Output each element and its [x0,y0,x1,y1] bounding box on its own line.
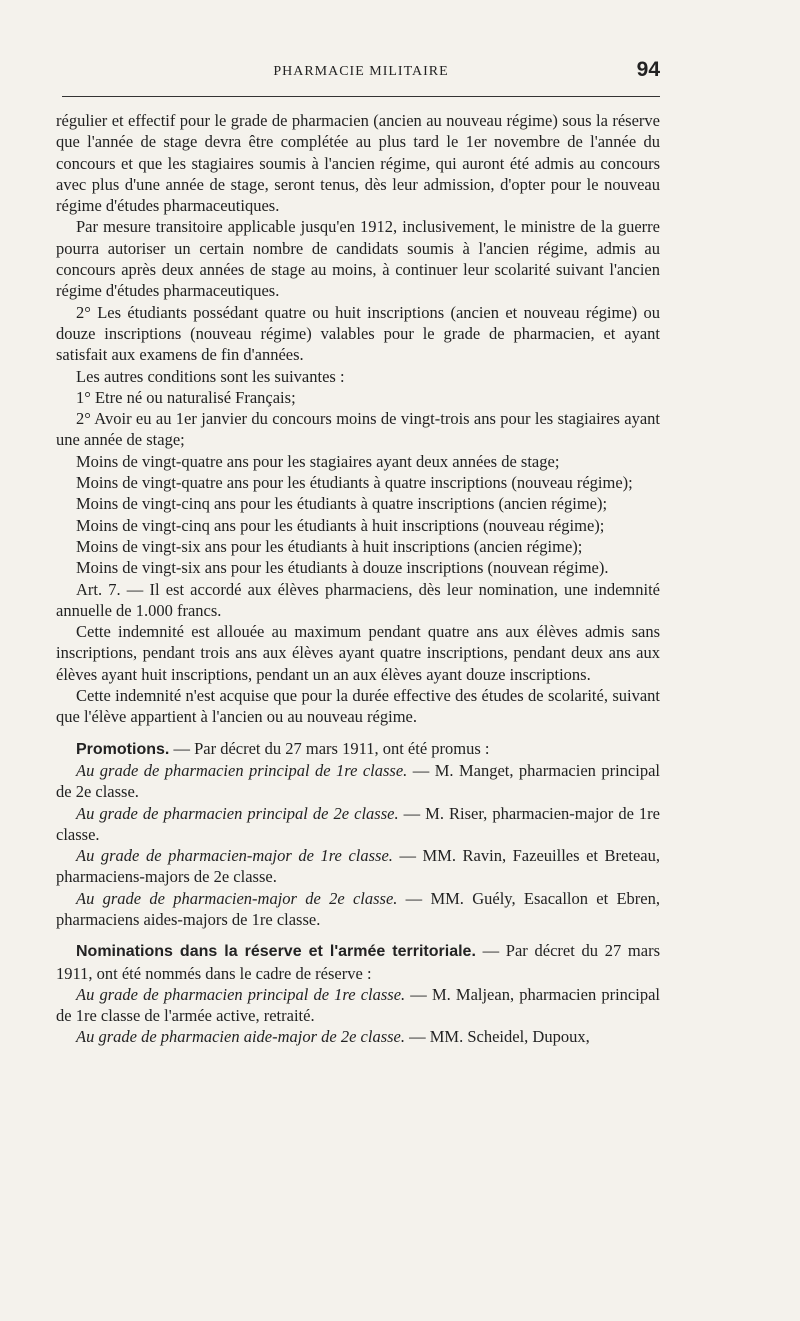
nomination-grade: Au grade de pharmacien principal de 1re classe. [76,984,406,1004]
promotion-names: — MM. Ravin, Fazeuilles et Breteau, pharmaciens-majors de 2e classe. [56,846,660,887]
nomination-grade: Au grade de pharmacien aide-major de 2e classe. [76,1027,406,1047]
promotions-intro [56,738,660,760]
nomination-names: — MM. Scheidel, Dupoux, [405,1027,590,1047]
running-title: PHARMACIE MILITAIRE [273,64,449,79]
promotion-entry [56,888,660,931]
paragraph: 2° Les étudiants possédant quatre ou huit inscriptions (ancien et nouveau régime) ou douze inscriptions (nouveau régime) valables pour le grade de pharmacien, et ayant satisfait aux examens de fin d'années. [56,302,660,365]
nomination-entry [56,984,660,1027]
paragraph: 1° Etre né ou naturalisé Français; [76,387,296,407]
promotions-heading: Promotions. [76,740,170,758]
paragraph: Moins de vingt-six ans pour les étudiants à huit inscriptions (ancien régime); [76,536,583,556]
promotion-names: — M. Riser, pharmacien-major de 1re classe. [56,803,661,844]
page-number: 94 [636,58,660,81]
promotions-intro-text: — Par décret du 27 mars 1911, ont été promus : [169,738,490,758]
promotion-entry [56,760,660,803]
paragraph: régulier et effectif pour le grade de pharmacien (ancien au nouveau régime) sous la réserve que l'année de stage devra être complétée au plus tard le 1er novembre de l'année du concours et que les stagiaires soumis à l'ancien régime, qui auront été admis au concours avec plus d'une année de stage, seront tenus, dès leur admission, d'opter pour le nouveau régime d'études pharmaceutiques. [56,111,660,216]
paragraph: Moins de vingt-cinq ans pour les étudiants à quatre inscriptions (ancien régime); [76,494,608,514]
nominations-heading: Nominations dans la réserve et l'armée territoriale. [76,943,476,961]
promotion-entry [56,803,660,846]
paragraph: Moins de vingt-quatre ans pour les stagiaires ayant deux années de stage; [76,451,560,471]
promotion-entry [56,845,660,888]
promotion-grade: Au grade de pharmacien principal de 2e classe. [76,803,399,823]
paragraph: Cette indemnité n'est acquise que pour la durée effective des études de scolarité, suivant que l'élève appartient à l'ancien ou au nouveau régime. [56,686,660,727]
nominations-intro-text: — Par décret du 27 mars 1911, ont été nommés dans le cadre de réserve : [56,941,660,983]
promotion-grade: Au grade de pharmacien-major de 2e classe. [76,888,398,908]
promotion-names: — M. Manget, pharmacien principal de 2e classe. [56,760,660,802]
paragraph: 2° Avoir eu au 1er janvier du concours moins de vingt-trois ans pour les stagiaires ayant une année de stage; [56,409,660,450]
header-rule [62,96,660,97]
paragraph: Moins de vingt-six ans pour les étudiants à douze inscriptions (nouvean régime). [76,558,609,578]
nominations-intro [56,940,660,984]
paragraph: Moins de vingt-quatre ans pour les étudiants à quatre inscriptions (nouveau régime); [76,473,633,493]
nomination-entry [56,1026,660,1047]
promotion-grade: Au grade de pharmacien principal de 1re classe. [76,760,408,780]
paragraph: Cette indemnité est allouée au maximum pendant quatre ans aux élèves admis sans inscriptions, pendant trois ans aux élèves ayant quatre inscriptions, pendant deux ans aux élèves ayant huit inscriptions, pendant un an aux élèves ayant douze inscriptions. [56,622,660,684]
promotion-names: — MM. Guély, Esacallon et Ebren, pharmaciens aides-majors de 1re classe. [56,888,660,929]
body-text [56,110,660,1048]
article-paragraph: Art. 7. — Il est accordé aux élèves pharmaciens, dès leur nomination, une indemnité annuelle de 1.000 francs. [56,579,660,620]
promotion-grade: Au grade de pharmacien-major de 1re classe. [76,846,393,866]
paragraph: Moins de vingt-cinq ans pour les étudiants à huit inscriptions (nouveau régime); [76,515,605,535]
nomination-names: — M. Maljean, pharmacien principal de 1re classe de l'armée active, retraité. [56,984,660,1026]
paragraph: Les autres conditions sont les suivantes : [76,366,345,386]
page-header [62,58,660,88]
paragraph: Par mesure transitoire applicable jusqu'en 1912, inclusivement, le ministre de la guerre pourra autoriser un certain nombre de candidats soumis à l'ancien régime, admis au concours après deux années de stage au moins, à continuer leur scolarité suivant l'ancien régime d'études pharmaceutiques. [56,217,660,301]
